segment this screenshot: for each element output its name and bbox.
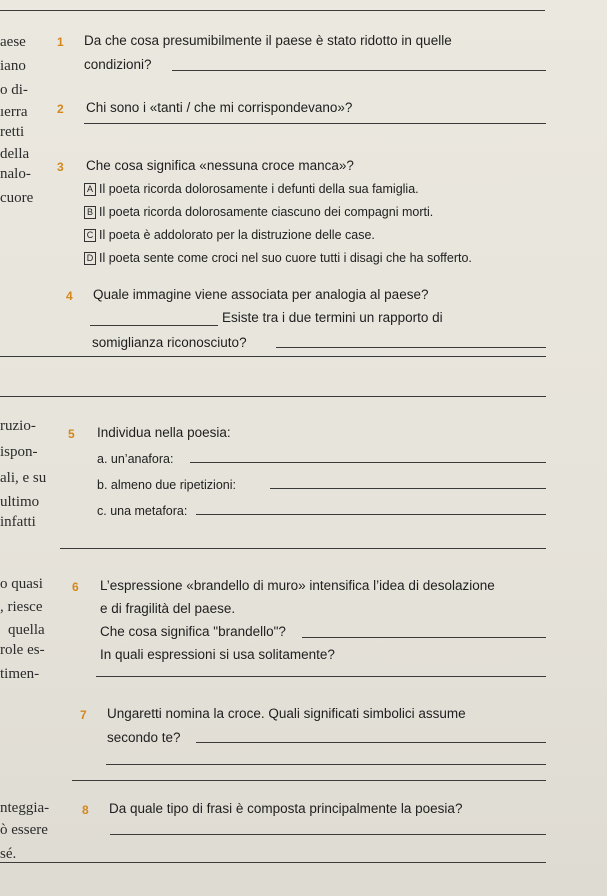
margin-text: sé.	[0, 846, 17, 862]
answer-line[interactable]	[172, 70, 546, 71]
margin-text: ruzio-	[0, 418, 36, 434]
margin-text: timen-	[0, 666, 40, 682]
question-number: 3	[57, 160, 64, 174]
option-letter: D	[84, 252, 96, 265]
question-text: L’espressione «brandello di muro» intensifica l’idea di desolazione	[100, 578, 495, 593]
question-number: 6	[72, 580, 79, 594]
margin-text: nteggia-	[0, 800, 50, 816]
question-text: Individua nella poesia:	[97, 425, 231, 440]
question-text: Da che cosa presumibilmente il paese è stato ridotto in quelle	[84, 33, 452, 48]
answer-line[interactable]	[90, 325, 218, 326]
question-number: 4	[66, 289, 73, 303]
question-text: e di fragilità del paese.	[100, 601, 236, 616]
margin-text: retti	[0, 124, 25, 140]
option-a[interactable]	[84, 182, 419, 196]
margin-text: ıerra	[0, 104, 28, 120]
answer-line[interactable]	[0, 862, 546, 863]
question-text: Che cosa significa «nessuna croce manca»?	[86, 158, 354, 173]
margin-text: o di-	[0, 82, 28, 98]
answer-line[interactable]	[110, 834, 546, 835]
question-number: 5	[68, 427, 75, 441]
question-number: 2	[57, 102, 64, 116]
option-b[interactable]	[84, 205, 433, 219]
question-text: somiglianza riconosciuto?	[92, 335, 247, 350]
answer-line[interactable]	[0, 356, 546, 357]
option-c[interactable]	[84, 228, 375, 242]
margin-text: ò essere	[0, 822, 48, 838]
answer-line[interactable]	[96, 676, 546, 677]
margin-text: role es-	[0, 642, 45, 658]
question-text: Che cosa significa "brandello"?	[100, 624, 286, 639]
question-number: 7	[80, 708, 87, 722]
option-text: Il poeta è addolorato per la distruzione delle case.	[99, 228, 375, 242]
option-text: Il poeta sente come croci nel suo cuore tutti i disagi che ha sofferto.	[99, 251, 472, 265]
answer-line[interactable]	[196, 742, 546, 743]
question-text: Chi sono i «tanti / che mi corrispondevano»?	[86, 100, 353, 115]
answer-line[interactable]	[84, 123, 546, 124]
margin-text: ali, e su	[0, 470, 47, 486]
margin-text: iano	[0, 58, 26, 74]
option-letter: C	[84, 229, 96, 242]
item-text: a. un’anafora:	[97, 452, 174, 466]
answer-line[interactable]	[0, 396, 546, 397]
margin-text: , riesce	[0, 599, 43, 615]
question-text: secondo te?	[107, 730, 181, 745]
question-text: Quale immagine viene associata per analogia al paese?	[93, 287, 429, 302]
answer-line[interactable]	[270, 488, 546, 489]
answer-line[interactable]	[302, 637, 546, 638]
option-letter: B	[84, 206, 96, 219]
answer-line[interactable]	[106, 764, 546, 765]
question-text: Ungaretti nomina la croce. Quali significati simbolici assume	[107, 706, 466, 721]
answer-line[interactable]	[196, 514, 546, 515]
item-text: b. almeno due ripetizioni:	[97, 478, 236, 492]
option-letter: A	[84, 183, 96, 196]
margin-text: ispon-	[0, 444, 38, 460]
answer-line[interactable]	[190, 462, 546, 463]
option-text: Il poeta ricorda dolorosamente ciascuno dei compagni morti.	[99, 205, 434, 219]
item-text: c. una metafora:	[97, 504, 188, 518]
top-rule	[0, 10, 545, 11]
margin-text: o quasi	[0, 576, 43, 592]
margin-text: cuore	[0, 190, 34, 206]
margin-text: infatti	[0, 514, 36, 530]
question-text: In quali espressioni si usa solitamente?	[100, 647, 335, 662]
question-text: condizioni?	[84, 57, 152, 72]
question-text: Esiste tra i due termini un rapporto di	[222, 310, 443, 325]
answer-line[interactable]	[276, 347, 546, 348]
question-number: 8	[82, 803, 89, 817]
question-text: Da quale tipo di frasi è composta principalmente la poesia?	[109, 801, 463, 816]
margin-text: ultimo	[0, 494, 40, 510]
margin-text: quella	[8, 622, 45, 638]
margin-text: aese	[0, 34, 26, 50]
option-text: Il poeta ricorda dolorosamente i defunti della sua famiglia.	[99, 182, 419, 196]
answer-line[interactable]	[72, 780, 546, 781]
margin-text: nalo-	[0, 166, 31, 182]
answer-line[interactable]	[60, 548, 546, 549]
question-number: 1	[57, 35, 64, 49]
option-d[interactable]	[84, 251, 472, 265]
margin-text: della	[0, 146, 30, 162]
